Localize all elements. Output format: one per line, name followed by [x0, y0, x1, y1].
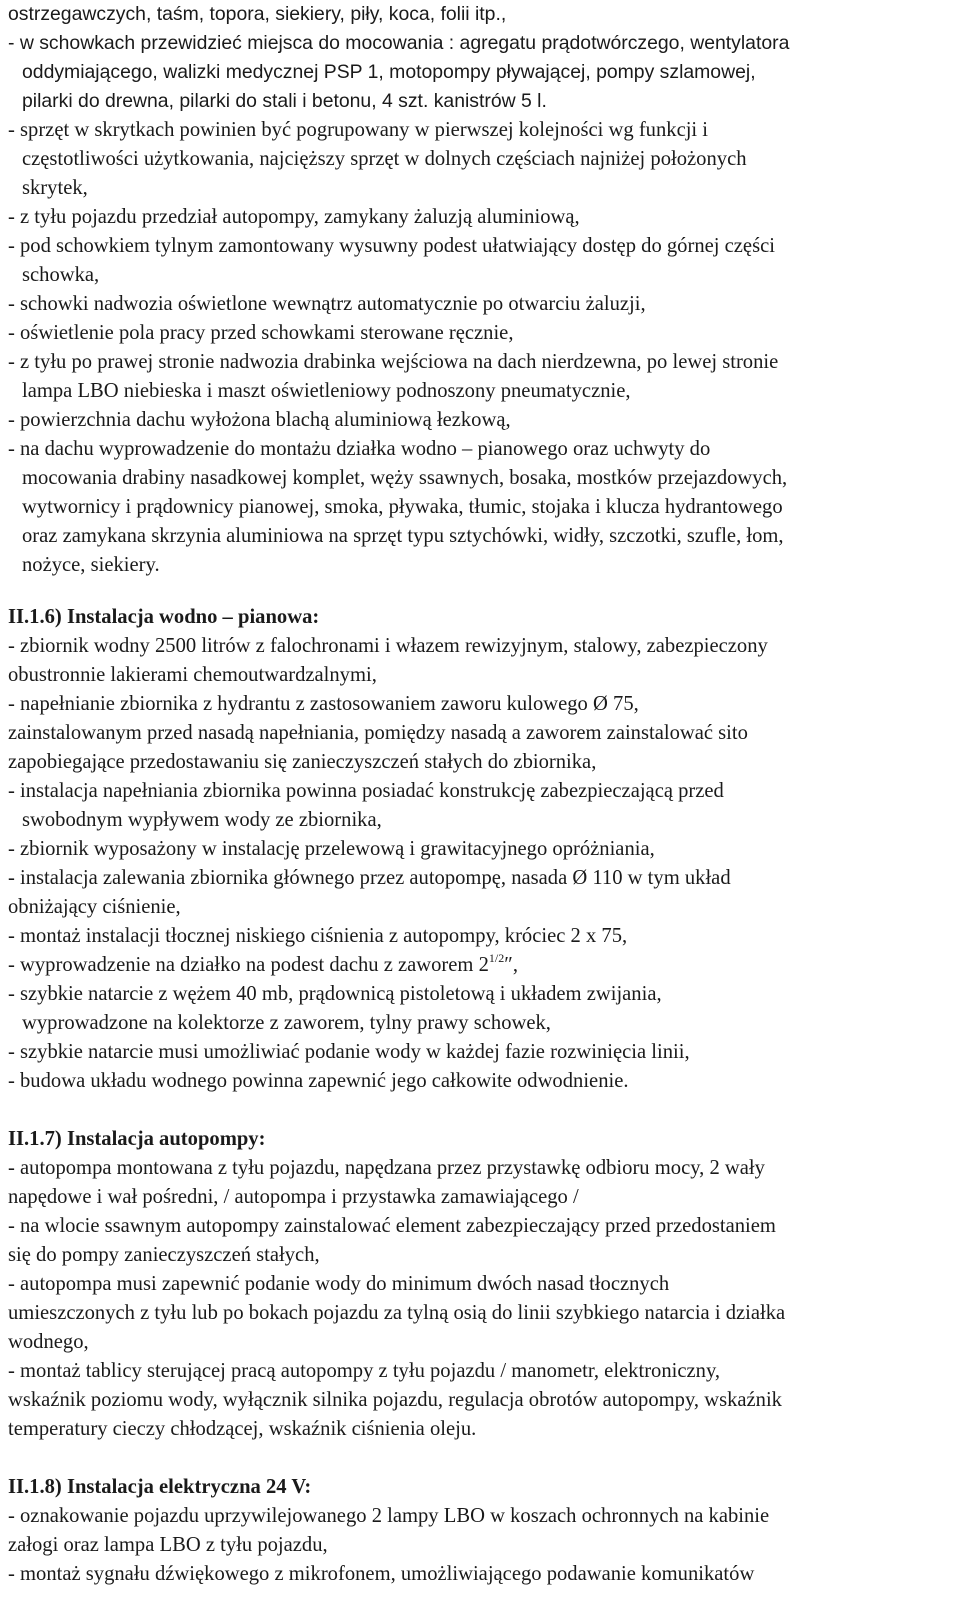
text-line: zainstalowanym przed nasadą napełniania, pomiędzy nasadą a zaworem zainstalować sito	[8, 722, 748, 744]
section-heading-electric	[8, 1473, 938, 1502]
text-line: - pod schowkiem tylnym zamontowany wysuwny podest ułatwiający dostęp do górnej części	[8, 235, 775, 257]
text-line: - instalacja zalewania zbiornika głównego przez autopompę, nasada Ø 110 w tym układ	[8, 867, 731, 889]
section-title: Instalacja elektryczna 24 V:	[66, 1476, 312, 1498]
text-line: oraz zamykana skrzynia aluminiowa na sprzęt typu sztychówki, widły, szczotki, szufle, łom,	[22, 525, 784, 547]
water-foam-list	[8, 632, 938, 951]
section-number: II.1.6)	[8, 606, 62, 628]
section-title: Instalacja wodno – pianowa:	[66, 606, 320, 628]
text-line: wskaźnik poziomu wody, wyłącznik silnika pojazdu, regulacja obrotów autopompy, wskaźnik	[8, 1389, 782, 1411]
valve-size-fraction: 1/2	[488, 951, 505, 965]
electric-list	[8, 1502, 938, 1589]
text-line: - zbiornik wodny 2500 litrów z falochronami i włazem rewizyjnym, stalowy, zabezpieczony	[8, 635, 768, 657]
water-foam-list-continued	[8, 980, 938, 1096]
text-line: umieszczonych z tyłu lub po bokach pojazdu za tylną osią do linii szybkiego natarcia i działka	[8, 1302, 786, 1324]
text-line: nożyce, siekiery.	[22, 554, 160, 576]
text-line: częstotliwości użytkowania, najcięższy sprzęt w dolnych częściach najniżej położonych	[22, 148, 747, 170]
text-line: schowka,	[22, 264, 100, 286]
spacer	[8, 580, 938, 603]
text-line: obniżający ciśnienie,	[8, 896, 181, 918]
text-line: napędowe i wał pośredni, / autopompa i przystawka zamawiającego /	[8, 1186, 579, 1208]
section-heading-water-foam	[8, 603, 938, 632]
text-line: - zbiornik wyposażony w instalację przelewową i grawitacyjnego opróżniania,	[8, 838, 655, 860]
text-line: - sprzęt w skrytkach powinien być pogrupowany w pierwszej kolejności wg funkcji i	[8, 119, 709, 141]
text-line: pilarki do drewna, pilarki do stali i betonu, 4 szt. kanistrów 5 l.	[22, 90, 547, 112]
text-line: oddymiającego, walizki medycznej PSP 1, motopompy pływającej, pompy szlamowej,	[22, 61, 756, 83]
text-line: - w schowkach przewidzieć miejsca do mocowania : agregatu prądotwórczego, wentylatora	[8, 32, 790, 54]
spacer	[8, 1096, 938, 1125]
text-line: - z tyłu pojazdu przedział autopompy, zamykany żaluzją aluminiową,	[8, 206, 580, 228]
roof-outlet-line	[8, 951, 938, 980]
text-line: - na dachu wyprowadzenie do montażu działka wodno – pianowego oraz uchwyty do	[8, 438, 711, 460]
text-line: załogi oraz lampa LBO z tyłu pojazdu,	[8, 1534, 328, 1556]
text-line: skrytek,	[22, 177, 88, 199]
spacer	[8, 1444, 938, 1473]
text-line: - montaż sygnału dźwiękowego z mikrofonem, umożliwiającego podawanie komunikatów	[8, 1563, 755, 1585]
text-line: się do pompy zanieczyszczeń stałych,	[8, 1244, 320, 1266]
text-line: - oświetlenie pola pracy przed schowkami sterowane ręcznie,	[8, 322, 514, 344]
roof-outlet-suffix: ″,	[504, 954, 518, 976]
text-line: - napełnianie zbiornika z hydrantu z zastosowaniem zaworu kulowego Ø 75,	[8, 693, 639, 715]
text-line: - budowa układu wodnego powinna zapewnić jego całkowite odwodnienie.	[8, 1070, 629, 1092]
text-line: - schowki nadwozia oświetlone wewnątrz automatycznie po otwarciu żaluzji,	[8, 293, 646, 315]
text-line: temperatury cieczy chłodzącej, wskaźnik ciśnienia oleju.	[8, 1418, 477, 1440]
text-line: - autopompa musi zapewnić podanie wody do minimum dwóch nasad tłocznych	[8, 1273, 670, 1295]
section-number: II.1.7)	[8, 1128, 62, 1150]
equipment-list	[8, 0, 938, 580]
pump-list	[8, 1154, 938, 1444]
text-line: obustronnie lakierami chemoutwardzalnymi,	[8, 664, 377, 686]
text-line: mocowania drabiny nasadkowej komplet, węży ssawnych, bosaka, mostków przejazdowych,	[22, 467, 788, 489]
section-heading-pump	[8, 1125, 938, 1154]
section-title: Instalacja autopompy:	[66, 1128, 266, 1150]
text-line: zapobiegające przedostawaniu się zanieczyszczeń stałych do zbiornika,	[8, 751, 597, 773]
text-line: - szybkie natarcie z wężem 40 mb, prądownicą pistoletową i układem zwijania,	[8, 983, 662, 1005]
text-line: - powierzchnia dachu wyłożona blachą aluminiową łezkową,	[8, 409, 511, 431]
text-line: - autopompa montowana z tyłu pojazdu, napędzana przez przystawkę odbioru mocy, 2 wały	[8, 1157, 765, 1179]
text-line: - montaż tablicy sterującej pracą autopompy z tyłu pojazdu / manometr, elektroniczny,	[8, 1360, 721, 1382]
text-line: ostrzegawczych, taśm, topora, siekiery, piły, koca, folii itp.,	[8, 3, 507, 25]
text-line: swobodnym wypływem wody ze zbiornika,	[22, 809, 382, 831]
roof-outlet-text: - wyprowadzenie na działko na podest dachu z zaworem 2	[8, 954, 489, 976]
text-line: - szybkie natarcie musi umożliwiać podanie wody w każdej fazie rozwinięcia linii,	[8, 1041, 690, 1063]
text-line: - z tyłu po prawej stronie nadwozia drabinka wejściowa na dach nierdzewna, po lewej stronie	[8, 351, 779, 373]
text-line: - montaż instalacji tłocznej niskiego ciśnienia z autopompy, króciec 2 x 75,	[8, 925, 628, 947]
text-line: lampa LBO niebieska i maszt oświetleniowy podnoszony pneumatycznie,	[22, 380, 631, 402]
text-line: - na wlocie ssawnym autopompy zainstalować element zabezpieczający przed przedostaniem	[8, 1215, 776, 1237]
text-line: wodnego,	[8, 1331, 89, 1353]
text-line: - oznakowanie pojazdu uprzywilejowanego 2 lampy LBO w koszach ochronnych na kabinie	[8, 1505, 770, 1527]
text-line: wytwornicy i prądownicy pianowej, smoka, pływaka, tłumic, stojaka i klucza hydrantowego	[22, 496, 783, 518]
text-line: wyprowadzone na kolektorze z zaworem, tylny prawy schowek,	[22, 1012, 551, 1034]
text-line: - instalacja napełniania zbiornika powinna posiadać konstrukcję zabezpieczającą przed	[8, 780, 724, 802]
section-number: II.1.8)	[8, 1476, 62, 1498]
